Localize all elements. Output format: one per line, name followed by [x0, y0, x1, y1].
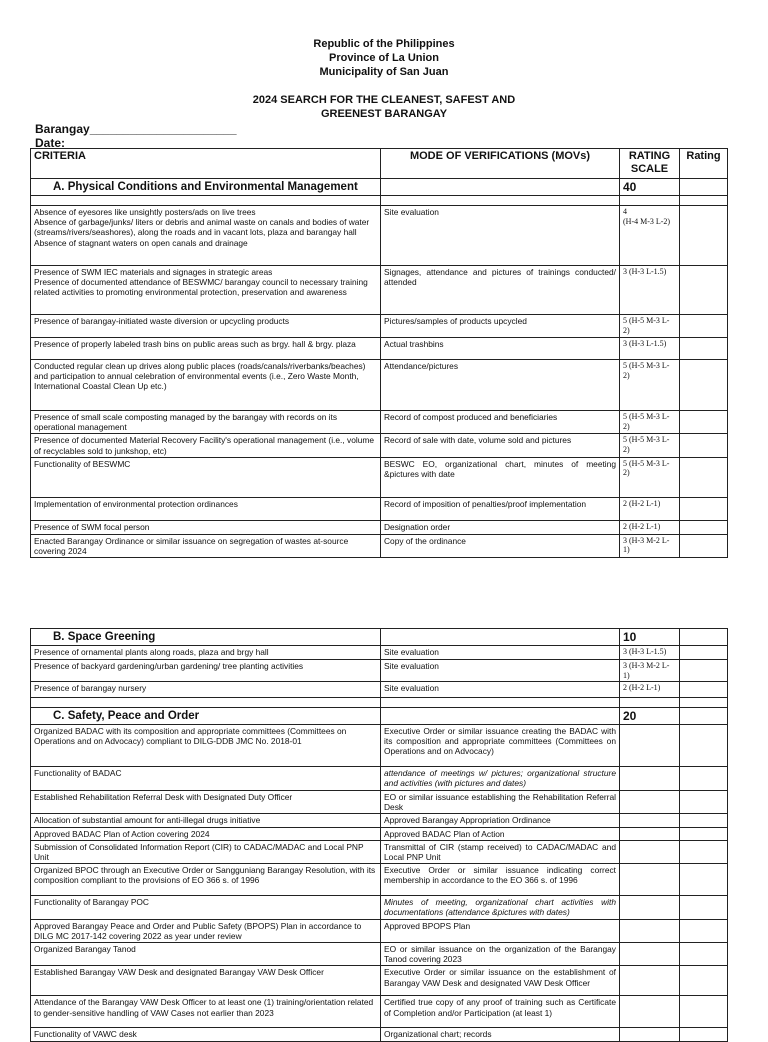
table-row — [31, 943, 728, 966]
criteria-cell: Implementation of environmental protection ordinances — [31, 497, 381, 520]
mov-cell: Pictures/samples of products upcycled — [381, 315, 620, 338]
rating-scale-cell — [620, 943, 680, 966]
table-row — [31, 1028, 728, 1041]
table-row — [31, 434, 728, 457]
spacer-cell — [31, 698, 381, 708]
criteria-cell: Presence of backyard gardening/urban gardening/ tree planting activities — [31, 660, 381, 682]
criteria-cell: Absence of eyesores like unsightly posters/ads on live trees Absence of garbage/junks/ liters or debris and animal waste on canals and bodies of water (streams/rivers/seashores), along the roads and in vacant lots, plaza and barangay hall Absence of stagnant waters on open canals and drainage — [31, 206, 381, 266]
criteria-cell: Conducted regular clean up drives along public places (roads/canals/riverbanks/beaches) and participation to annual celebration of environmental events (i.e., Zero Waste Month, International Coastal Clean Up etc.) — [31, 360, 381, 411]
rating-scale-cell — [620, 996, 680, 1028]
mov-cell: Approved BADAC Plan of Action — [381, 827, 620, 840]
rating-header: Rating — [680, 149, 728, 179]
document-title-line1: 2024 SEARCH FOR THE CLEANEST, SAFEST AND — [252, 94, 516, 106]
criteria-cell: Presence of SWM IEC materials and signages in strategic areas Presence of documented attendance of BESWMC/ barangay council to necessary training related activities to promoting environmental protection, preservation and awareness — [31, 266, 381, 315]
rating-cell — [680, 791, 728, 814]
empty-cell — [680, 629, 728, 646]
rating-cell — [680, 457, 728, 497]
barangay-field: Barangay______________________ — [35, 122, 237, 136]
spacer-cell — [31, 196, 381, 206]
mov-cell: Copy of the ordinance — [381, 534, 620, 557]
criteria-table-part2 — [30, 628, 728, 1042]
rating-cell — [680, 996, 728, 1028]
mov-cell: Approved BPOPS Plan — [381, 919, 620, 942]
section-c-points: 20 — [620, 708, 680, 725]
table-row — [31, 725, 728, 767]
rating-cell — [680, 338, 728, 360]
rating-cell — [680, 411, 728, 434]
criteria-cell: Submission of Consolidated Information Report (CIR) to CADAC/MADAC and Local PNP Unit — [31, 840, 381, 863]
table-row — [31, 457, 728, 497]
criteria-cell: Presence of small scale composting managed by the barangay with records on its operational management — [31, 411, 381, 434]
criteria-cell: Organized BPOC through an Executive Order or Sangguniang Barangay Resolution, with its composition compliant to the provisions of EO 366 s. of 1996 — [31, 864, 381, 896]
rating-scale-cell: 2 (H-2 L-1) — [620, 497, 680, 520]
rating-cell — [680, 520, 728, 534]
spacer-cell — [620, 698, 680, 708]
table-row — [31, 266, 728, 315]
rating-cell — [680, 864, 728, 896]
rating-scale-cell — [620, 827, 680, 840]
mov-cell: Minutes of meeting, organizational chart activities with documentations (attendance &pictures with dates) — [381, 896, 620, 919]
mov-cell: Record of imposition of penalties/proof implementation — [381, 497, 620, 520]
criteria-cell: Approved Barangay Peace and Order and Public Safety (BPOPS) Plan in accordance to DILG MC 2017-142 covering 2022 as year under review — [31, 919, 381, 942]
rating-scale-cell: 5 (H-5 M-3 L-2) — [620, 411, 680, 434]
table-row — [31, 360, 728, 411]
rating-scale-cell — [620, 919, 680, 942]
section-b-title: B. Space Greening — [31, 629, 381, 646]
criteria-cell: Presence of documented Material Recovery Facility's operational management (i.e., volume of recyclables sold to junkshop, etc) — [31, 434, 381, 457]
table-row — [31, 660, 728, 682]
criteria-table-part1 — [30, 148, 728, 558]
rating-scale-cell — [620, 767, 680, 791]
mov-cell: Site evaluation — [381, 646, 620, 660]
rating-scale-cell — [620, 814, 680, 827]
criteria-cell: Functionality of BADAC — [31, 767, 381, 791]
empty-cell — [381, 179, 620, 196]
rating-scale-cell: 4 (H-4 M-3 L-2) — [620, 206, 680, 266]
section-c-rows — [31, 725, 728, 1042]
table-row — [31, 315, 728, 338]
criteria-cell: Presence of barangay nursery — [31, 682, 381, 698]
table-row — [31, 497, 728, 520]
rating-scale-cell: 3 (H-3 L-1.5) — [620, 266, 680, 315]
section-a-title: A. Physical Conditions and Environmental Management — [31, 179, 381, 196]
rating-scale-cell — [620, 840, 680, 863]
mov-cell: Designation order — [381, 520, 620, 534]
rating-scale-cell: 3 (H-3 L-1.5) — [620, 646, 680, 660]
rating-cell — [680, 943, 728, 966]
mov-cell: Record of sale with date, volume sold and pictures — [381, 434, 620, 457]
section-a-rows — [31, 206, 728, 558]
rating-cell — [680, 1028, 728, 1041]
rating-scale-cell: 3 (H-3 L-1.5) — [620, 338, 680, 360]
rating-cell — [680, 434, 728, 457]
table-row — [31, 767, 728, 791]
rating-scale-cell — [620, 725, 680, 767]
rating-cell — [680, 725, 728, 767]
table-row — [31, 682, 728, 698]
table-row — [31, 520, 728, 534]
rating-scale-cell: 2 (H-2 L-1) — [620, 520, 680, 534]
table-row — [31, 206, 728, 266]
mov-cell: Site evaluation — [381, 682, 620, 698]
table-row — [31, 919, 728, 942]
rating-scale-cell — [620, 791, 680, 814]
rating-scale-cell: 5 (H-5 M-3 L-2) — [620, 434, 680, 457]
mov-cell: Attendance/pictures — [381, 360, 620, 411]
rating-cell — [680, 206, 728, 266]
empty-cell — [381, 708, 620, 725]
rating-scale-cell — [620, 896, 680, 919]
mov-cell: Certified true copy of any proof of training such as Certificate of Completion and/or Participation (at least 1) — [381, 996, 620, 1028]
mov-cell: Organizational chart; records — [381, 1028, 620, 1041]
table-row — [31, 646, 728, 660]
criteria-cell: Presence of barangay-initiated waste diversion or upcycling products — [31, 315, 381, 338]
mov-cell: EO or similar issuance establishing the Rehabilitation Referral Desk — [381, 791, 620, 814]
mov-cell: Transmittal of CIR (stamp received) to CADAC/MADAC and Local PNP Unit — [381, 840, 620, 863]
rating-cell — [680, 266, 728, 315]
mov-cell: Site evaluation — [381, 660, 620, 682]
criteria-cell: Attendance of the Barangay VAW Desk Officer to at least one (1) training/orientation related to gender-sensitive handling of VAW Cases not earlier than 2023 — [31, 996, 381, 1028]
section-a-points: 40 — [620, 179, 680, 196]
mov-cell: Site evaluation — [381, 206, 620, 266]
rating-cell — [680, 682, 728, 698]
mov-cell: Record of compost produced and beneficiaries — [381, 411, 620, 434]
spacer-cell — [381, 196, 620, 206]
rating-cell — [680, 767, 728, 791]
criteria-cell: Functionality of VAWC desk — [31, 1028, 381, 1041]
spacer-cell — [620, 196, 680, 206]
rating-cell — [680, 660, 728, 682]
header-line-province: Province of La Union — [328, 52, 439, 64]
criteria-cell: Organized BADAC with its composition and appropriate committees (Committees on Operations and on Advocacy) compliant to DILG-DDB JMC No. 2018-01 — [31, 725, 381, 767]
movs-header: MODE OF VERIFICATIONS (MOVs) — [381, 149, 620, 179]
rating-scale-cell — [620, 864, 680, 896]
table-row — [31, 966, 728, 996]
rating-scale-header: RATING SCALE — [620, 149, 680, 179]
rating-cell — [680, 534, 728, 557]
rating-scale-cell: 2 (H-2 L-1) — [620, 682, 680, 698]
table-row — [31, 827, 728, 840]
rating-scale-cell — [620, 966, 680, 996]
criteria-cell: Established Rehabilitation Referral Desk with Designated Duty Officer — [31, 791, 381, 814]
criteria-cell: Functionality of Barangay POC — [31, 896, 381, 919]
criteria-cell: Functionality of BESWMC — [31, 457, 381, 497]
empty-cell — [680, 179, 728, 196]
spacer-cell — [381, 698, 620, 708]
spacer-cell — [680, 196, 728, 206]
mov-cell: Signages, attendance and pictures of trainings conducted/ attended — [381, 266, 620, 315]
mov-cell: EO or similar issuance on the organization of the Barangay Tanod covering 2023 — [381, 943, 620, 966]
spacer-cell — [680, 698, 728, 708]
section-c-title: C. Safety, Peace and Order — [31, 708, 381, 725]
header-line-municipality: Municipality of San Juan — [319, 66, 449, 78]
document-title-line2: GREENEST BARANGAY — [320, 108, 448, 120]
empty-cell — [680, 708, 728, 725]
rating-scale-cell: 3 (H-3 M-2 L-1) — [620, 534, 680, 557]
rating-cell — [680, 814, 728, 827]
mov-cell: Actual trashbins — [381, 338, 620, 360]
rating-cell — [680, 919, 728, 942]
rating-cell — [680, 827, 728, 840]
criteria-cell: Enacted Barangay Ordinance or similar issuance on segregation of wastes at-source covering 2024 — [31, 534, 381, 557]
criteria-header: CRITERIA — [31, 149, 381, 179]
criteria-cell: Presence of properly labeled trash bins on public areas such as brgy. hall & brgy. plaza — [31, 338, 381, 360]
mov-cell: Executive Order or similar issuance creating the BADAC with its composition and appropriate committees (Committees on Operations and on Advocacy) — [381, 725, 620, 767]
table-row — [31, 864, 728, 896]
rating-cell — [680, 840, 728, 863]
mov-cell: Executive Order or similar issuance indicating correct membership in accordance to the EO 366 s. of 1996 — [381, 864, 620, 896]
date-field: Date:__________________ — [35, 136, 186, 150]
rating-cell — [680, 646, 728, 660]
empty-cell — [381, 629, 620, 646]
rating-cell — [680, 497, 728, 520]
table-row — [31, 338, 728, 360]
rating-cell — [680, 896, 728, 919]
criteria-cell: Approved BADAC Plan of Action covering 2024 — [31, 827, 381, 840]
table-row — [31, 814, 728, 827]
rating-scale-cell: 5 (H-5 M-3 L-2) — [620, 457, 680, 497]
table-row — [31, 534, 728, 557]
mov-cell: BESWC EO, organizational chart, minutes of meeting &pictures with date — [381, 457, 620, 497]
mov-cell: Executive Order or similar issuance on the establishment of Barangay VAW Desk and designated VAW Desk Officer — [381, 966, 620, 996]
criteria-cell: Allocation of substantial amount for anti-illegal drugs initiative — [31, 814, 381, 827]
mov-cell: Approved Barangay Appropriation Ordinance — [381, 814, 620, 827]
criteria-cell: Organized Barangay Tanod — [31, 943, 381, 966]
criteria-cell: Presence of SWM focal person — [31, 520, 381, 534]
rating-scale-cell: 3 (H-3 M-2 L-1) — [620, 660, 680, 682]
mov-cell: attendance of meetings w/ pictures; organizational structure and activities (with pictures and dates) — [381, 767, 620, 791]
rating-cell — [680, 315, 728, 338]
table-row — [31, 791, 728, 814]
table-row — [31, 896, 728, 919]
table-row — [31, 840, 728, 863]
section-b-rows — [31, 646, 728, 698]
criteria-cell: Established Barangay VAW Desk and designated Barangay VAW Desk Officer — [31, 966, 381, 996]
table-row — [31, 411, 728, 434]
rating-cell — [680, 360, 728, 411]
rating-scale-cell — [620, 1028, 680, 1041]
section-b-points: 10 — [620, 629, 680, 646]
rating-cell — [680, 966, 728, 996]
header-line-republic: Republic of the Philippines — [313, 38, 455, 50]
criteria-cell: Presence of ornamental plants along roads, plaza and brgy hall — [31, 646, 381, 660]
table-row — [31, 996, 728, 1028]
rating-scale-cell: 5 (H-5 M-3 L-2) — [620, 315, 680, 338]
rating-scale-cell: 5 (H-5 M-3 L-2) — [620, 360, 680, 411]
